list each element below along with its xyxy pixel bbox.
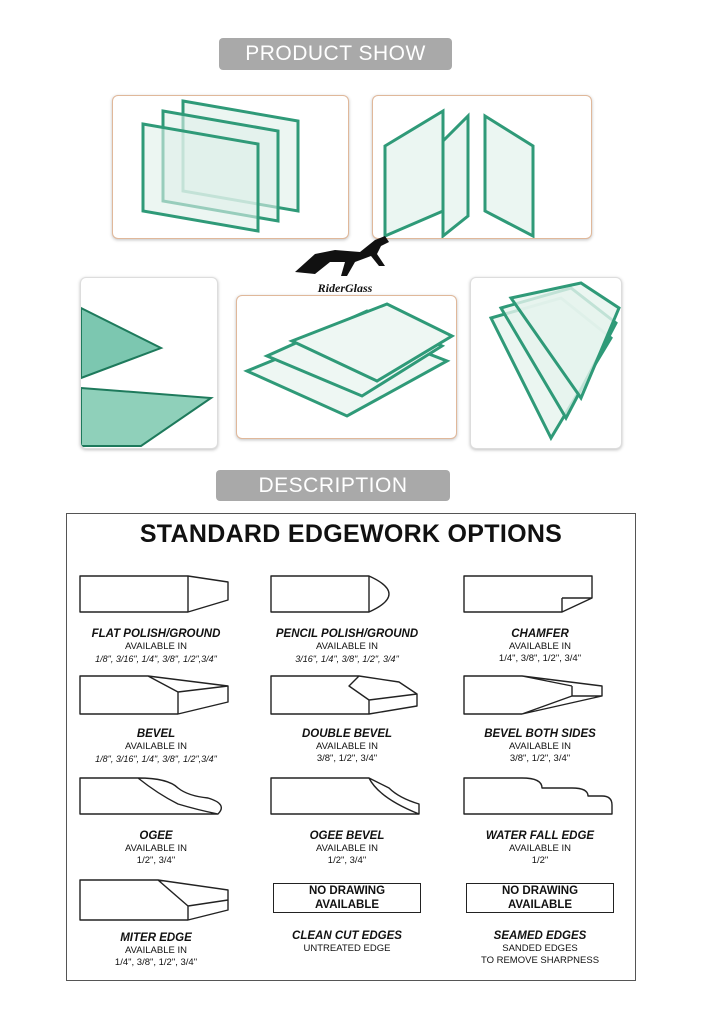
edge-option-name: WATER FALL EDGE [485,830,595,842]
edge-option-chamfer [445,572,635,665]
edge-option-name: OGEE BEVEL [309,830,385,842]
edge-option-ogee-bevel [252,774,442,867]
edge-option-detail: AVAILABLE IN [125,843,187,854]
edge-option-clean-cut-edges [252,876,442,955]
edge-option-detail: AVAILABLE IN [316,741,378,752]
double-bevel-edge-drawing-icon [269,672,425,718]
no-drawing-line1: NO DRAWING [501,885,579,897]
product-photo-glass-corner [80,277,218,449]
bevel-edge-drawing-icon [78,672,234,718]
edge-option-name: DOUBLE BEVEL [301,728,393,740]
flat-polish-edge-drawing-icon [78,572,234,618]
ogee-bevel-edge-drawing-icon [269,774,425,820]
no-drawing-box [273,883,421,913]
no-drawing-line2: AVAILABLE [314,899,380,911]
edge-option-name: OGEE [139,830,173,842]
edge-option-double-bevel [252,672,442,765]
product-photo-standing-panes [372,95,592,239]
water-fall-edge-edge-drawing-icon [462,774,618,820]
edge-option-sizes: 1/8", 3/16", 1/4", 3/8", 1/2",3/4" [95,654,217,664]
edge-option-detail: AVAILABLE IN [125,741,187,752]
edge-option-flat-polish [61,572,251,666]
edgework-options-chart [66,513,636,981]
chamfer-edge-drawing-icon [462,572,618,618]
edge-option-detail: AVAILABLE IN [125,945,187,956]
edge-option-sizes: TO REMOVE SHARPNESS [480,955,600,966]
no-drawing-box [466,883,614,913]
edge-option-sizes: 1/4", 3/8", 1/2", 3/4" [498,653,582,664]
edge-option-name: MITER EDGE [120,932,192,944]
edge-option-detail: AVAILABLE IN [316,641,378,652]
edge-option-name: BEVEL [136,728,176,740]
edge-option-sizes: 1/8", 3/16", 1/4", 3/8", 1/2",3/4" [95,754,217,764]
edge-option-name: PENCIL POLISH/GROUND [275,628,419,640]
edge-option-detail: AVAILABLE IN [509,641,571,652]
edge-option-detail: AVAILABLE IN [509,843,571,854]
no-drawing-line2: AVAILABLE [507,899,573,911]
edge-option-bevel-both-sides [445,672,635,765]
bevel-both-sides-edge-drawing-icon [462,672,618,718]
edge-option-name: CHAMFER [511,628,569,640]
edge-option-miter-edge [61,876,251,969]
edge-option-sizes: 1/2" [531,855,549,866]
edge-option-name: BEVEL BOTH SIDES [484,728,596,740]
edge-option-sizes: 3/8", 1/2", 3/4" [316,753,378,764]
edge-option-name: SEAMED EDGES [493,930,587,942]
edge-option-seamed-edges [445,876,635,967]
edge-option-sizes: 1/4", 3/8", 1/2", 3/4" [114,957,198,968]
edge-option-detail: AVAILABLE IN [509,741,571,752]
chart-title: STANDARD EDGEWORK OPTIONS [139,520,563,548]
riderglass-logo: RiderGlass [285,232,405,294]
edge-option-detail: UNTREATED EDGE [303,943,391,954]
edge-option-sizes: 1/2", 3/4" [136,855,176,866]
edge-option-detail: AVAILABLE IN [125,641,187,652]
product-photo-stacked-panes [112,95,349,239]
horse-icon [285,232,405,280]
edge-option-bevel [61,672,251,766]
edge-option-sizes: 1/2", 3/4" [327,855,367,866]
edge-option-pencil-polish [252,572,442,666]
miter-edge-edge-drawing-icon [78,876,234,922]
product-photo-fanned-panes [470,277,622,449]
edge-option-name: FLAT POLISH/GROUND [91,628,221,640]
product-photo-flat-stack [236,295,457,439]
edge-option-sizes: 3/16", 1/4", 3/8", 1/2", 3/4" [295,654,399,664]
pencil-polish-edge-drawing-icon [269,572,425,618]
edge-option-sizes: 3/8", 1/2", 3/4" [509,753,571,764]
edge-option-water-fall-edge [445,774,635,867]
ogee-edge-drawing-icon [78,774,234,820]
description-header: DESCRIPTION [216,470,450,501]
no-drawing-line1: NO DRAWING [308,885,386,897]
edge-option-detail: AVAILABLE IN [316,843,378,854]
edge-option-ogee [61,774,251,867]
edge-option-name: CLEAN CUT EDGES [292,930,402,942]
product-show-header: PRODUCT SHOW [219,38,452,70]
edge-option-detail: SANDED EDGES [502,943,578,954]
